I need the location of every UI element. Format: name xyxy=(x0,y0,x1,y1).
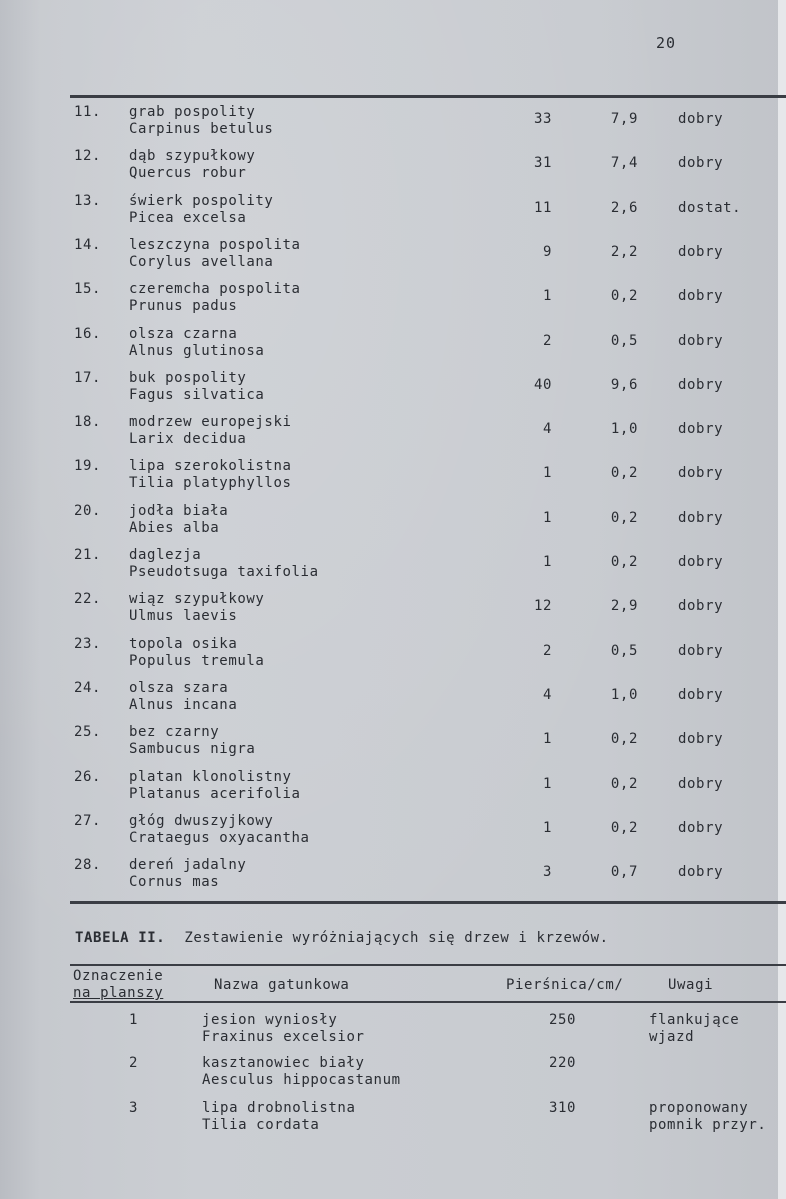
row-number: 22. xyxy=(74,591,102,608)
row-number: 14. xyxy=(74,236,102,253)
species-latin-name: Fagus silvatica xyxy=(129,386,265,403)
table-row xyxy=(0,237,786,281)
condition: dobry xyxy=(678,421,724,438)
species-latin-name: Platanus acerifolia xyxy=(129,785,301,802)
row-number: 27. xyxy=(74,812,102,829)
table-row xyxy=(0,724,786,768)
percent-share: 0,7 xyxy=(610,864,638,881)
species-latin-name: Alnus glutinosa xyxy=(129,342,265,359)
table-row xyxy=(0,193,786,237)
plan-mark: 1 xyxy=(129,1012,139,1028)
species-polish-name: kasztanowiec biały xyxy=(202,1055,365,1071)
species-polish-name: modrzew europejski xyxy=(129,414,292,431)
row-number: 26. xyxy=(74,768,102,785)
species-polish-name: lipa drobnolistna xyxy=(202,1100,356,1116)
species-latin-name: Prunus padus xyxy=(129,298,238,315)
percent-share: 0,5 xyxy=(610,332,638,349)
condition: dobry xyxy=(678,775,724,792)
table1-bottom-rule xyxy=(70,901,786,904)
trunk-circumference: 220 xyxy=(549,1055,577,1071)
percent-share: 0,2 xyxy=(610,288,638,305)
table-row xyxy=(0,591,786,635)
tree-count: 3 xyxy=(542,864,552,881)
row-number: 13. xyxy=(74,192,102,209)
species-latin-name: Picea excelsa xyxy=(129,209,247,226)
condition: dobry xyxy=(678,686,724,703)
species-polish-name: jodła biała xyxy=(129,502,229,519)
row-number: 16. xyxy=(74,325,102,342)
percent-share: 9,6 xyxy=(610,376,638,393)
condition: dobry xyxy=(678,509,724,526)
table1-top-rule xyxy=(70,95,786,98)
species-latin-name: Fraxinus excelsior xyxy=(202,1029,365,1045)
table-row xyxy=(0,857,786,901)
table-row xyxy=(0,281,786,325)
row-number: 19. xyxy=(74,458,102,475)
table2-caption xyxy=(75,930,609,946)
species-polish-name: topola osika xyxy=(129,635,238,652)
row-number: 15. xyxy=(74,281,102,298)
tree-count: 31 xyxy=(533,155,552,172)
row-number: 23. xyxy=(74,635,102,652)
table2-top-rule xyxy=(70,964,786,966)
species-polish-name: dąb szypułkowy xyxy=(129,148,256,165)
table-row xyxy=(0,104,786,148)
species-polish-name: bez czarny xyxy=(129,724,220,741)
trunk-circumference: 250 xyxy=(549,1012,577,1028)
tree-count: 1 xyxy=(542,509,552,526)
species-latin-name: Ulmus laevis xyxy=(129,608,238,625)
plan-mark: 3 xyxy=(129,1100,139,1116)
table-row xyxy=(0,636,786,680)
table2-caption-text: Zestawienie wyróżniających się drzew i krzewów. xyxy=(184,930,609,946)
tree-count: 12 xyxy=(533,598,552,615)
percent-share: 1,0 xyxy=(610,421,638,438)
percent-share: 0,2 xyxy=(610,775,638,792)
tree-count: 1 xyxy=(542,288,552,305)
percent-share: 2,6 xyxy=(610,199,638,216)
tree-count: 1 xyxy=(542,819,552,836)
table-row xyxy=(0,326,786,370)
header-mark-line2: na planszy xyxy=(73,985,164,1001)
condition: dobry xyxy=(678,465,724,482)
species-latin-name: Corylus avellana xyxy=(129,253,274,270)
note-line-1: proponowany xyxy=(649,1100,749,1116)
species-latin-name: Tilia platyphyllos xyxy=(129,475,292,492)
page-number: 20 xyxy=(656,34,677,52)
species-polish-name: głóg dwuszyjkowy xyxy=(129,812,274,829)
percent-share: 0,5 xyxy=(610,642,638,659)
tree-count: 4 xyxy=(542,686,552,703)
condition: dobry xyxy=(678,819,724,836)
table-row xyxy=(0,370,786,414)
species-polish-name: wiąz szypułkowy xyxy=(129,591,265,608)
tree-count: 40 xyxy=(533,376,552,393)
species-latin-name: Carpinus betulus xyxy=(129,121,274,137)
row-number: 25. xyxy=(74,724,102,741)
percent-share: 2,2 xyxy=(610,243,638,260)
tree-count: 1 xyxy=(542,731,552,748)
row-number: 20. xyxy=(74,502,102,519)
row-number: 12. xyxy=(74,148,102,165)
percent-share: 1,0 xyxy=(610,686,638,703)
table-row xyxy=(0,503,786,547)
note-line-2: pomnik przyr. xyxy=(649,1117,767,1133)
species-polish-name: olsza szara xyxy=(129,679,229,696)
condition: dobry xyxy=(678,332,724,349)
condition: dostat. xyxy=(678,199,742,216)
table-row xyxy=(0,547,786,591)
species-polish-name: dereń jadalny xyxy=(129,857,247,874)
species-polish-name: czeremcha pospolita xyxy=(129,281,301,298)
tree-count: 4 xyxy=(542,421,552,438)
percent-share: 0,2 xyxy=(610,554,638,570)
header-species-name: Nazwa gatunkowa xyxy=(214,977,350,993)
trunk-circumference: 310 xyxy=(549,1100,577,1116)
tree-count: 2 xyxy=(542,332,552,349)
percent-share: 7,9 xyxy=(610,111,638,127)
percent-share: 2,9 xyxy=(610,598,638,615)
species-latin-name: Cornus mas xyxy=(129,874,220,891)
table-row xyxy=(0,148,786,192)
plan-mark: 2 xyxy=(129,1055,139,1071)
species-polish-name: leszczyna pospolita xyxy=(129,236,301,253)
tree-count: 33 xyxy=(533,111,552,127)
tree-count: 2 xyxy=(542,642,552,659)
species-latin-name: Abies alba xyxy=(129,519,220,536)
species-latin-name: Larix decidua xyxy=(129,431,247,448)
condition: dobry xyxy=(678,376,724,393)
note-line-1: flankujące xyxy=(649,1012,740,1028)
species-polish-name: jesion wyniosły xyxy=(202,1012,338,1028)
percent-share: 0,2 xyxy=(610,731,638,748)
percent-share: 0,2 xyxy=(610,819,638,836)
condition: dobry xyxy=(678,155,724,172)
species-polish-name: grab pospolity xyxy=(129,104,256,120)
row-number: 18. xyxy=(74,414,102,431)
species-polish-name: daglezja xyxy=(129,547,202,563)
row-number: 24. xyxy=(74,679,102,696)
table-row xyxy=(0,769,786,813)
row-number: 17. xyxy=(74,369,102,386)
species-latin-name: Alnus incana xyxy=(129,696,238,713)
header-circumference: Pierśnica/cm/ xyxy=(506,977,624,993)
tree-count: 9 xyxy=(542,243,552,260)
row-number: 28. xyxy=(74,857,102,874)
tree-count: 1 xyxy=(542,554,552,570)
species-latin-name: Populus tremula xyxy=(129,652,265,669)
tree-count: 11 xyxy=(533,199,552,216)
header-notes: Uwagi xyxy=(668,977,714,993)
table-row xyxy=(0,458,786,502)
condition: dobry xyxy=(678,288,724,305)
condition: dobry xyxy=(678,111,724,127)
percent-share: 0,2 xyxy=(610,509,638,526)
species-latin-name: Tilia cordata xyxy=(202,1117,320,1133)
species-polish-name: buk pospolity xyxy=(129,369,247,386)
row-number: 21. xyxy=(74,547,102,563)
species-latin-name: Crataegus oxyacantha xyxy=(129,829,310,846)
table2-header-rule xyxy=(70,1001,786,1003)
species-latin-name: Quercus robur xyxy=(129,165,247,182)
tree-count: 1 xyxy=(542,775,552,792)
condition: dobry xyxy=(678,731,724,748)
percent-share: 0,2 xyxy=(610,465,638,482)
species-polish-name: lipa szerokolistna xyxy=(129,458,292,475)
species-polish-name: olsza czarna xyxy=(129,325,238,342)
condition: dobry xyxy=(678,243,724,260)
note-line-2: wjazd xyxy=(649,1029,695,1045)
condition: dobry xyxy=(678,864,724,881)
species-latin-name: Sambucus nigra xyxy=(129,741,256,758)
condition: dobry xyxy=(678,642,724,659)
species-latin-name: Pseudotsuga taxifolia xyxy=(129,564,319,580)
condition: dobry xyxy=(678,598,724,615)
header-mark-line1: Oznaczenie xyxy=(73,968,164,984)
species-polish-name: platan klonolistny xyxy=(129,768,292,785)
table-row xyxy=(0,680,786,724)
tree-count: 1 xyxy=(542,465,552,482)
table-row xyxy=(0,414,786,458)
species-polish-name: świerk pospolity xyxy=(129,192,274,209)
row-number: 11. xyxy=(74,104,102,120)
percent-share: 7,4 xyxy=(610,155,638,172)
table2-caption-label: TABELA II. xyxy=(75,930,166,946)
table-row xyxy=(0,813,786,857)
condition: dobry xyxy=(678,554,724,570)
species-latin-name: Aesculus hippocastanum xyxy=(202,1072,401,1088)
